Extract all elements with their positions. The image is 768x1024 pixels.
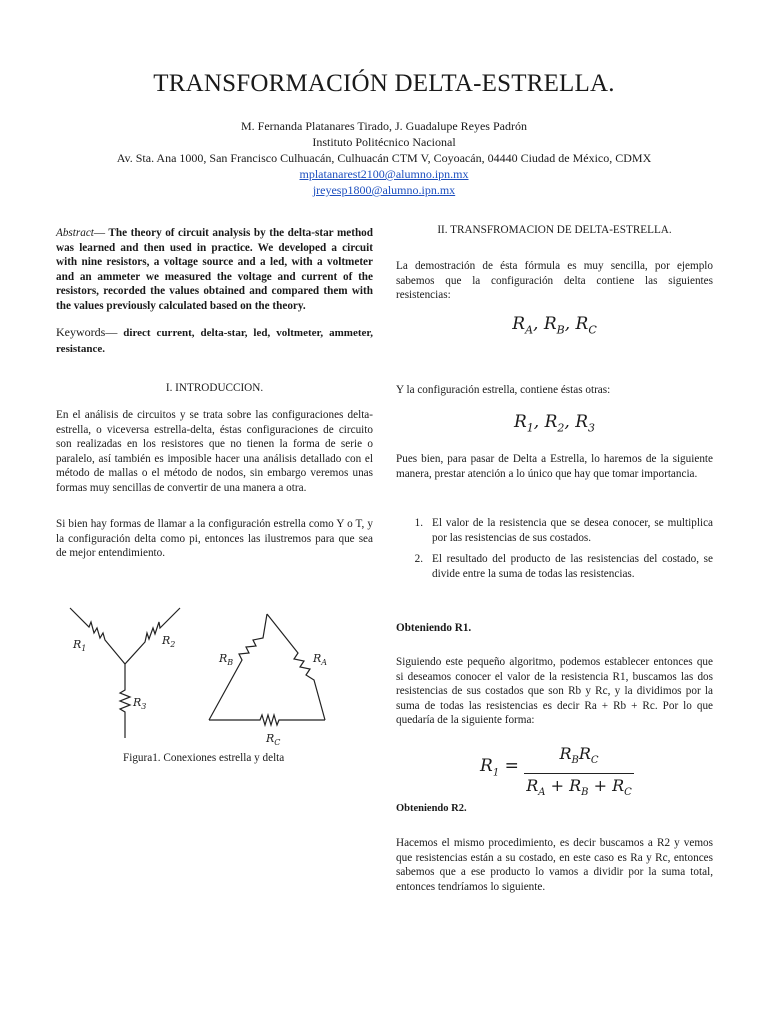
section-2-paragraph-5: Hacemos el mismo procedimiento, es decir buscamos a R2 y vemos que resistencias están a su costado, en este caso es Ra y Rc, entonces sabemos que a ese producto lo vamos a dividir por la suma total, entonces tendríamos lo siguiente. bbox=[396, 837, 713, 893]
keywords-text: direct current, delta-star, led, voltmeter, ammeter, resistance. bbox=[56, 327, 373, 355]
address: Av. Sta. Ana 1000, San Francisco Culhuacán, Culhuacán CTM V, Coyoacán, 04440 Ciudad de México, CDMX bbox=[116, 151, 652, 165]
intro-paragraph-2: Si bien hay formas de llamar a la configuración estrella como Y o T, y la configuración delta como pi, entonces las ilustremos para que sea de mejor entendimiento. bbox=[56, 518, 373, 560]
authors: M. Fernanda Platanares Tirado, J. Guadalupe Reyes Padrón bbox=[241, 119, 527, 133]
label-r1: $R_1$ bbox=[73, 638, 87, 653]
star-delta-figure bbox=[56, 596, 376, 752]
fraction-bar bbox=[524, 773, 634, 774]
star-arm-r2 bbox=[125, 608, 180, 664]
r1-formula bbox=[480, 744, 680, 799]
star-leg-r3 bbox=[120, 664, 130, 738]
list-item: 2. El resultado del producto de las resistencias del costado, se divide entre la suma de todas las resistencias. bbox=[414, 553, 713, 580]
delta-network bbox=[209, 614, 328, 725]
section-2-paragraph-3: Pues bien, para pasar de Delta a Estrella, lo haremos de la siguiente manera, prestar atención a lo único que hay que tomar importancia. bbox=[396, 453, 713, 480]
steps-list bbox=[396, 516, 713, 588]
delta-resistance-set: $R_A$, $R_B$, $R_C$ bbox=[512, 314, 597, 337]
abstract-dash: — bbox=[93, 227, 106, 239]
section-2-paragraph-1: La demostración de ésta fórmula es muy sencilla, por ejemplo sabemos que la configuración delta contiene las siguientes resistencias: bbox=[396, 260, 713, 302]
label-ra: $R_A$ bbox=[313, 652, 328, 667]
star-resistance-set: $R_1$, $R_2$, $R_3$ bbox=[513, 412, 596, 435]
institution: Instituto Politécnico Nacional bbox=[312, 135, 456, 149]
formula-fraction bbox=[524, 744, 634, 803]
section-2-paragraph-4: Siguiendo este pequeño algoritmo, podemos establecer entonces que si deseamos conocer el valor de la resistencia R1, buscamos las dos resistencias de sus costados que son Rb y Rc, y la dividimos por la suma de todas las resistencias es decir Ra + Rb + Rc. Por lo que quedaría de la siguiente forma: bbox=[396, 656, 713, 727]
label-rb: $R_B$ bbox=[219, 652, 234, 667]
email-link-2[interactable]: jreyesp1800@alumno.ipn.mx bbox=[312, 183, 456, 197]
section-2-paragraph-2: Y la configuración estrella, contiene éstas otras: bbox=[396, 384, 611, 396]
delta-left-rb bbox=[209, 614, 267, 720]
label-r3: $R_3$ bbox=[133, 696, 147, 711]
label-r2: $R_2$ bbox=[162, 634, 176, 649]
subheading-r1: Obteniendo R1. bbox=[396, 622, 472, 634]
star-arm-r1 bbox=[70, 608, 125, 664]
abstract-label: Abstract bbox=[56, 227, 94, 239]
formula-denominator: $R_A + R_B + R_C$ bbox=[526, 776, 632, 799]
intro-heading: I. INTRODUCCION. bbox=[165, 382, 264, 394]
section-2-heading: II. TRANSFROMACION DE DELTA-ESTRELLA. bbox=[437, 224, 672, 236]
formula-numerator: $R_BR_C$ bbox=[559, 744, 599, 767]
author-block bbox=[0, 118, 768, 198]
intro-paragraph-1: En el análisis de circuitos y se trata sobre las configuraciones delta-estrella, o viceversa estrella-delta, éstas configuraciones de circuito son realizadas en los resistores que no tienen la forma de serie o paralelo, así también es imposible hacer una análisis detallado con el método de mallas o el método de nodos, sin embargo veremos unas formas muy sencillas de convertir de una manera a otra. bbox=[56, 409, 373, 494]
star-network bbox=[70, 608, 180, 738]
paper-title: TRANSFORMACIÓN DELTA-ESTRELLA. bbox=[153, 70, 615, 97]
subheading-r2: Obteniendo R2. bbox=[396, 803, 467, 814]
keywords-paragraph bbox=[56, 325, 373, 356]
list-item: 1. El valor de la resistencia que se desea conocer, se multiplica por las resistencias de sus costados. bbox=[414, 517, 713, 544]
delta-bottom-rc bbox=[209, 715, 325, 725]
delta-right-ra bbox=[267, 614, 328, 720]
keywords-label: Keywords— bbox=[56, 325, 118, 339]
figure-caption: Figura1. Conexiones estrella y delta bbox=[123, 752, 285, 764]
abstract-text: The theory of circuit analysis by the delta-star method was learned and then used in practice. We developed a circuit with nine resistors, a voltage source and a led, with a voltmeter and an ammeter we measured the voltage and current of the resistors, recorded the values obtained and compared them with the values previously calculated based on the theory. bbox=[56, 227, 373, 312]
email-link-1[interactable]: mplatanarest2100@alumno.ipn.mx bbox=[299, 167, 469, 181]
abstract-paragraph bbox=[56, 226, 373, 314]
formula-lhs: $R_1$ = bbox=[480, 756, 519, 779]
label-rc: $R_C$ bbox=[266, 732, 281, 747]
